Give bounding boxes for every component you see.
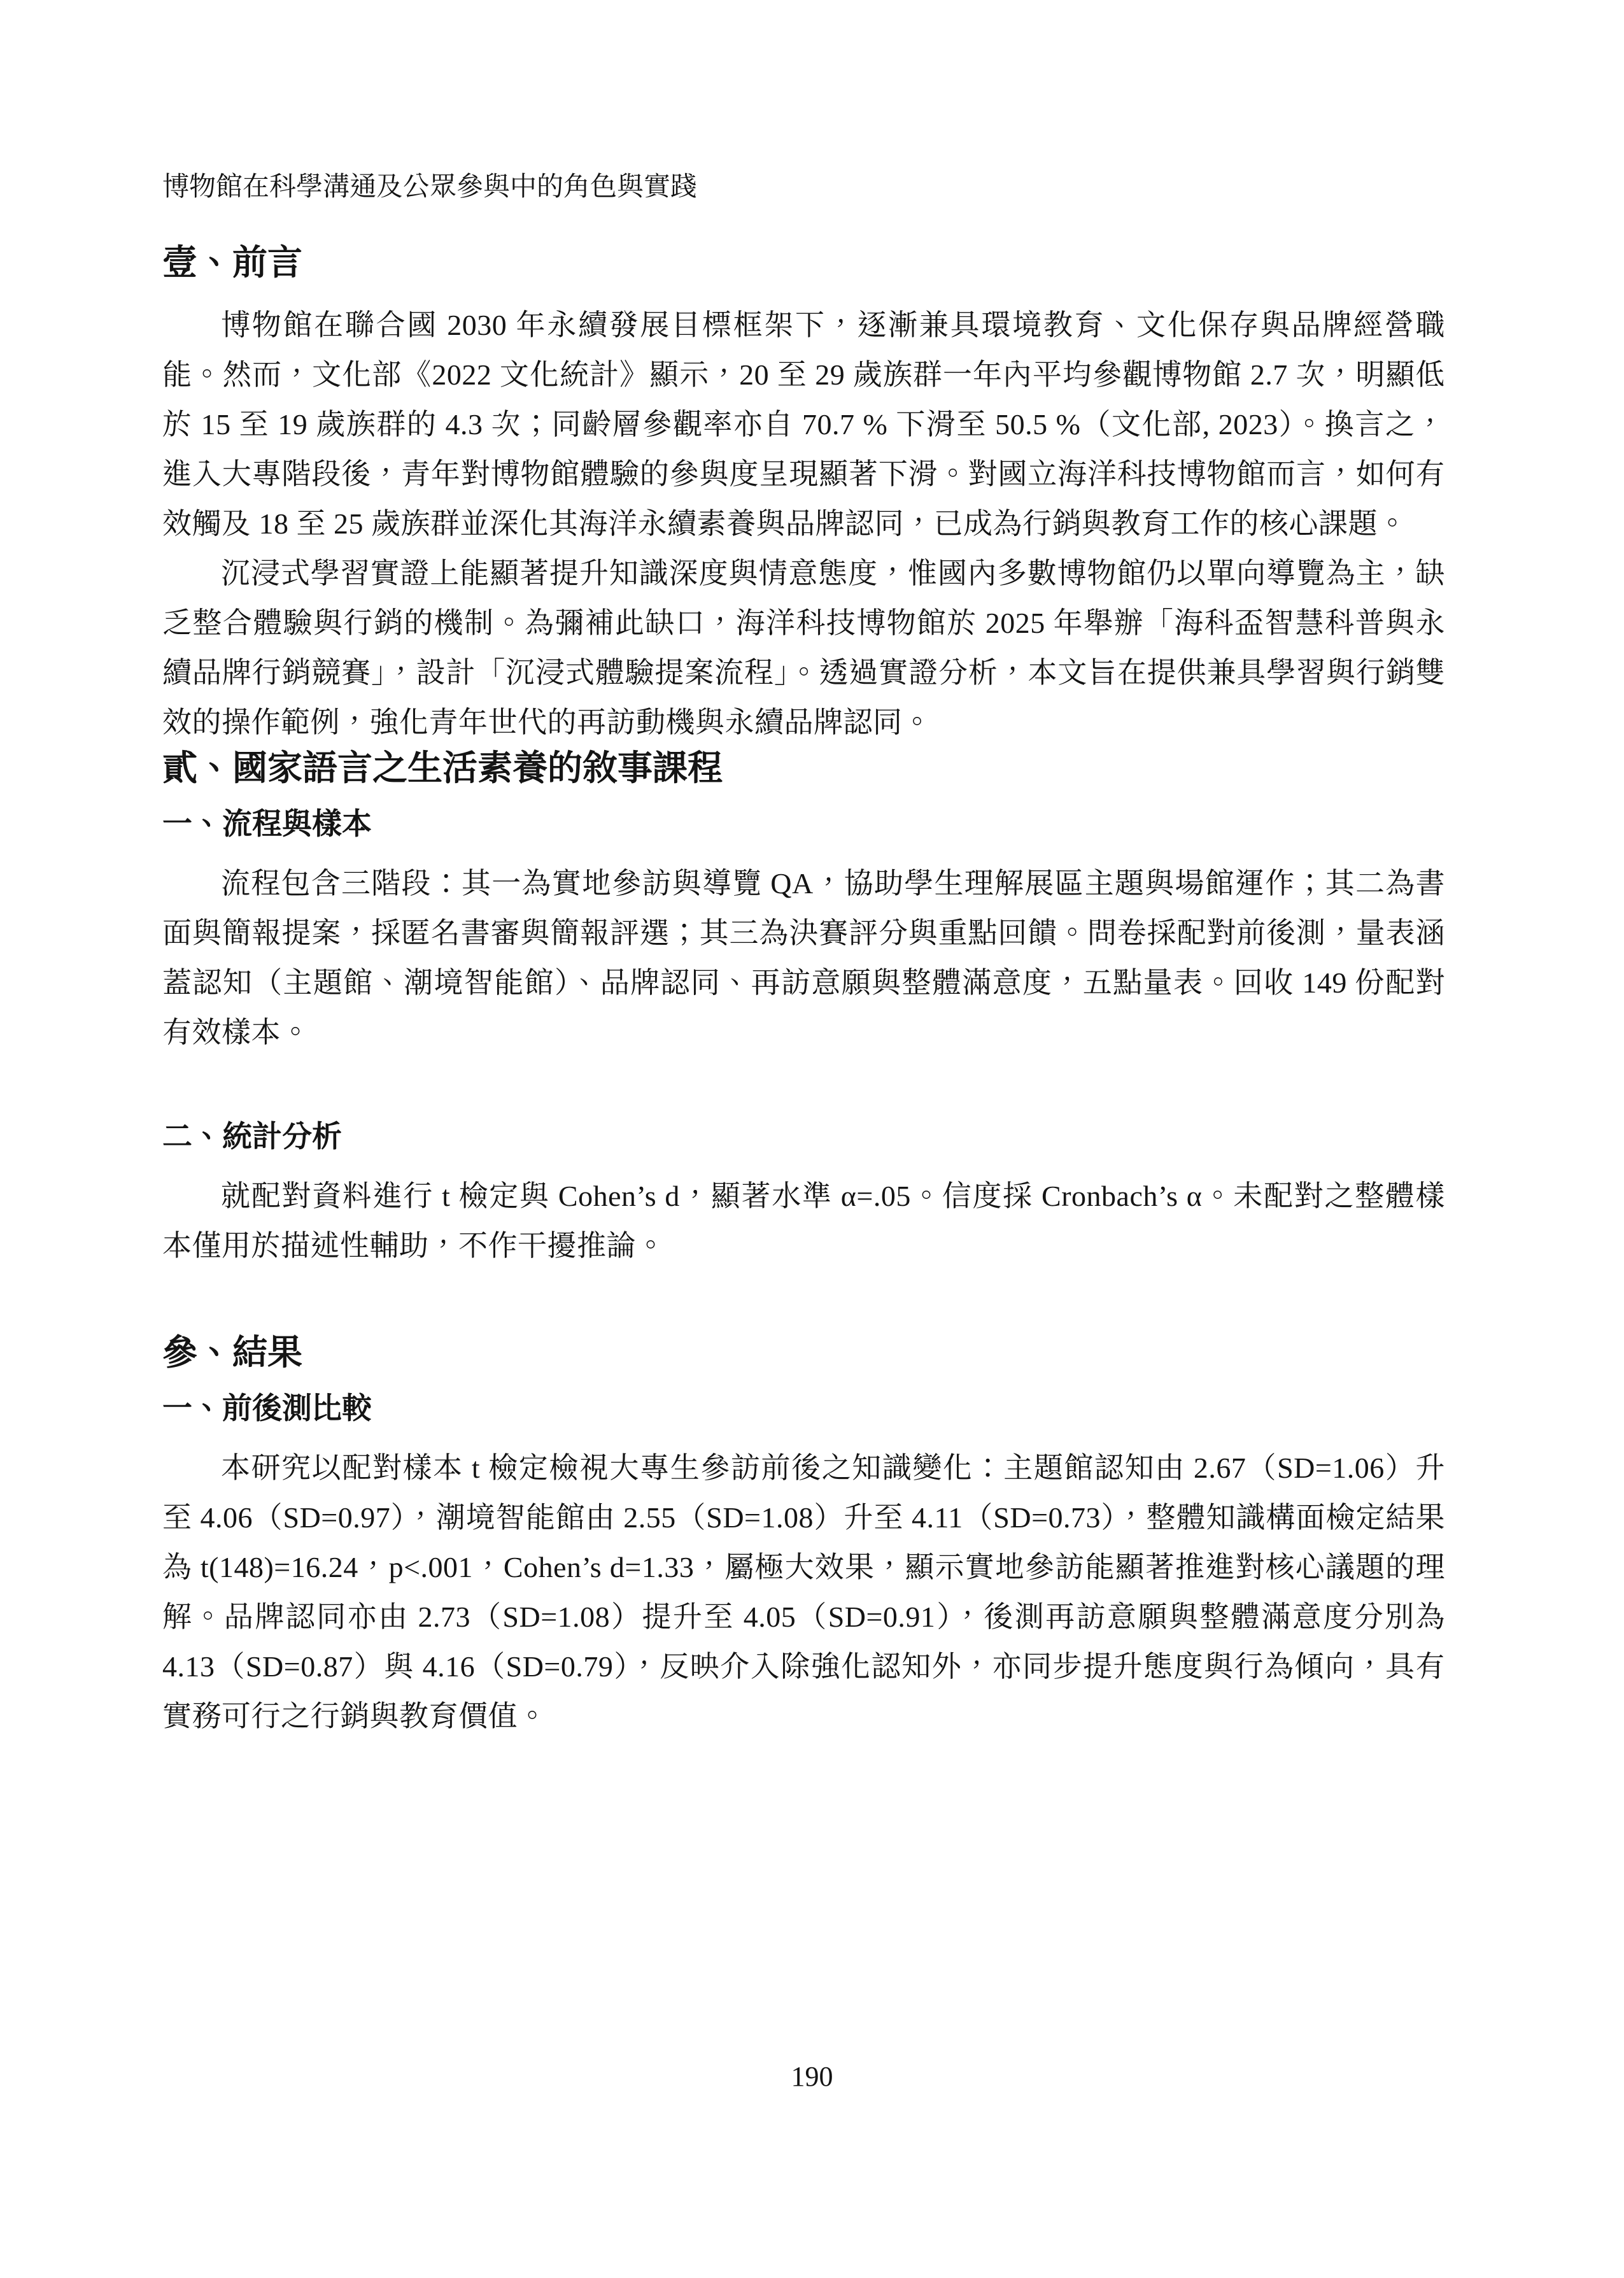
paragraph: 沉浸式學習實證上能顯著提升知識深度與情意態度，惟國內多數博物館仍以單向導覽為主，缺乏整合體驗與行銷的機制。為彌補此缺口，海洋科技博物館於 2025 年舉辦「海科盃智慧科普與永續品牌行銷競賽」，設計「沉浸式體驗提案流程」。透過實證分析，本文旨在提供兼具學習與行銷雙效的操作範例，強化青年世代的再訪動機與永續品牌認同。 (162, 557, 1445, 739)
page-header (162, 172, 1445, 202)
paragraph: 就配對資料進行 t 檢定與 Cohen’s d，顯著水準 α=.05。信度採 Cronbach’s α。未配對之整體樣本僅用於描述性輔助，不作干擾推論。 (162, 1179, 1445, 1262)
running-header: 博物館在科學溝通及公眾參與中的角色與實踐 (162, 173, 698, 202)
paragraph: 流程包含三階段：其一為實地參訪與導覽 QA，協助學生理解展區主題與場館運作；其二為書面與簡報提案，採匿名書審與簡報評選；其三為決賽評分與重點回饋。問卷採配對前後測，量表涵蓋認知（主題館、潮境智能館）、品牌認同、再訪意願與整體滿意度，五點量表。回收 149 份配對有效樣本。 (162, 867, 1445, 1049)
section-results (162, 1332, 1445, 1741)
section-heading-course: 貳、國家語言之生活素養的敘事課程 (162, 749, 723, 788)
subsection-heading-pre-post-comparison: 一、前後測比較 (162, 1392, 372, 1426)
section-course (162, 747, 1445, 1271)
page-number: 190 (791, 2061, 833, 2092)
subsection-heading-process-sample: 一、流程與樣本 (162, 808, 372, 842)
section-introduction (162, 242, 1445, 747)
section-heading-introduction: 壹、前言 (162, 243, 303, 283)
subsection-heading-statistical-analysis: 二、統計分析 (162, 1121, 342, 1154)
section-heading-results: 參、結果 (162, 1333, 303, 1372)
page-body (162, 242, 1445, 1741)
paragraph: 博物館在聯合國 2030 年永續發展目標框架下，逐漸兼具環境教育、文化保存與品牌經營職能。然而，文化部《2022 文化統計》顯示，20 至 29 歲族群一年內平均參觀博物館 2.7 次，明顯低於 15 至 19 歲族群的 4.3 次；同齡層參觀率亦自 70.7 % 下滑至 50.5 %（文化部, 2023）。換言之，進入大專階段後，青年對博物館體驗的參與度呈現顯著下滑。對國立海洋科技博物館而言，如何有效觸及 18 至 25 歲族群並深化其海洋永續素養與品牌認同，已成為行銷與教育工作的核心課題。 (162, 309, 1445, 541)
paragraph: 本研究以配對樣本 t 檢定檢視大專生參訪前後之知識變化：主題館認知由 2.67（SD=1.06）升至 4.06（SD=0.97），潮境智能館由 2.55（SD=1.08）升至 4.11（SD=0.73），整體知識構面檢定結果為 t(148)=16.24，p<.001，Cohen’s d=1.33，屬極大效果，顯示實地參訪能顯著推進對核心議題的理解。品牌認同亦由 2.73（SD=1.08）提升至 4.05（SD=0.91），後測再訪意願與整體滿意度分別為 4.13（SD=0.87）與 4.16（SD=0.79），反映介入除強化認知外，亦同步提升態度與行為傾向，具有實務可行之行銷與教育價值。 (162, 1451, 1445, 1732)
